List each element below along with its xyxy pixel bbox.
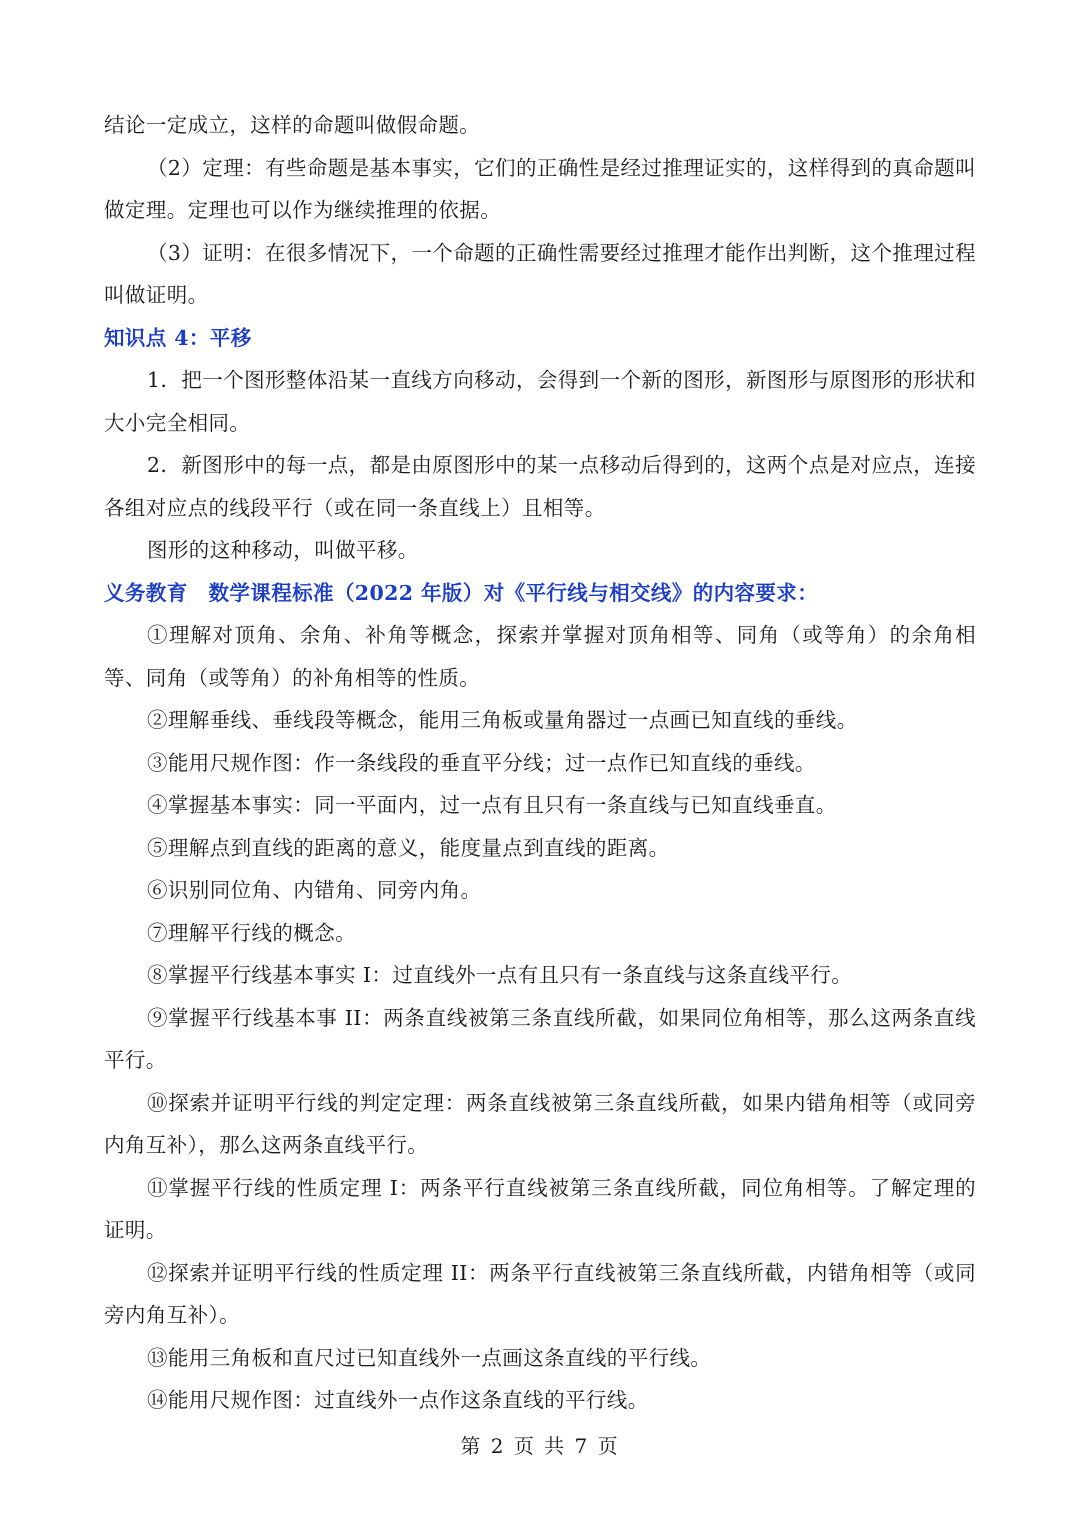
paragraph: （2）定理：有些命题是基本事实，它们的正确性是经过推理证实的，这样得到的真命题叫做定理。定理也可以作为继续推理的依据。 xyxy=(104,155,976,222)
paragraph: ⑧掌握平行线基本事实 I：过直线外一点有且只有一条直线与这条直线平行。 xyxy=(147,963,853,987)
paragraph: 2．新图形中的每一点，都是由原图形中的某一点移动后得到的，这两个点是对应点，连接各组对应点的线段平行（或在同一条直线上）且相等。 xyxy=(104,453,976,520)
paragraph: 结论一定成立，这样的命题叫做假命题。 xyxy=(104,113,481,137)
paragraph: ⑤理解点到直线的距离的意义，能度量点到直线的距离。 xyxy=(147,835,670,860)
paragraph: ②理解垂线、垂线段等概念，能用三角板或量角器过一点画已知直线的垂线。 xyxy=(147,708,858,732)
section-heading: 知识点 4：平移 xyxy=(104,325,252,350)
page-footer: 第 2 页 共 7 页 xyxy=(460,1434,620,1458)
paragraph: ⑨掌握平行线基本事 II：两条直线被第三条直线所截，如果同位角相等，那么这两条直线平行。 xyxy=(104,1005,976,1072)
paragraph: ⑭能用尺规作图：过直线外一点作这条直线的平行线。 xyxy=(147,1388,649,1412)
paragraph: ①理解对顶角、余角、补角等概念，探索并掌握对顶角相等、同角（或等角）的余角相等、同角（或等角）的补角相等的性质。 xyxy=(104,623,976,690)
paragraph: 图形的这种移动，叫做平移。 xyxy=(147,538,419,562)
paragraph: 1．把一个图形整体沿某一直线方向移动，会得到一个新的图形，新图形与原图形的形状和大小完全相同。 xyxy=(104,368,976,435)
paragraph: ⑥识别同位角、内错角、同旁内角。 xyxy=(147,878,482,902)
paragraph: （3）证明：在很多情况下，一个命题的正确性需要经过推理才能作出判断，这个推理过程叫做证明。 xyxy=(104,240,976,307)
paragraph: ⑪掌握平行线的性质定理 I：两条平行直线被第三条直线所截，同位角相等。了解定理的证明。 xyxy=(104,1175,976,1242)
paragraph: ⑦理解平行线的概念。 xyxy=(147,920,356,945)
paragraph: ⑫探索并证明平行线的性质定理 II：两条平行直线被第三条直线所截，内错角相等（或同旁内角互补）。 xyxy=(104,1260,976,1327)
paragraph: ④掌握基本事实：同一平面内，过一点有且只有一条直线与已知直线垂直。 xyxy=(147,793,837,817)
paragraph: ⑬能用三角板和直尺过已知直线外一点画这条直线的平行线。 xyxy=(147,1345,712,1370)
section-heading: 义务教育 数学课程标准（2022 年版）对《平行线与相交线》的内容要求： xyxy=(104,580,819,605)
paragraph: ③能用尺规作图：作一条线段的垂直平分线；过一点作已知直线的垂线。 xyxy=(147,750,816,775)
page-body xyxy=(104,104,976,1422)
paragraph: ⑩探索并证明平行线的判定定理：两条直线被第三条直线所截，如果内错角相等（或同旁内角互补），那么这两条直线平行。 xyxy=(104,1090,976,1157)
